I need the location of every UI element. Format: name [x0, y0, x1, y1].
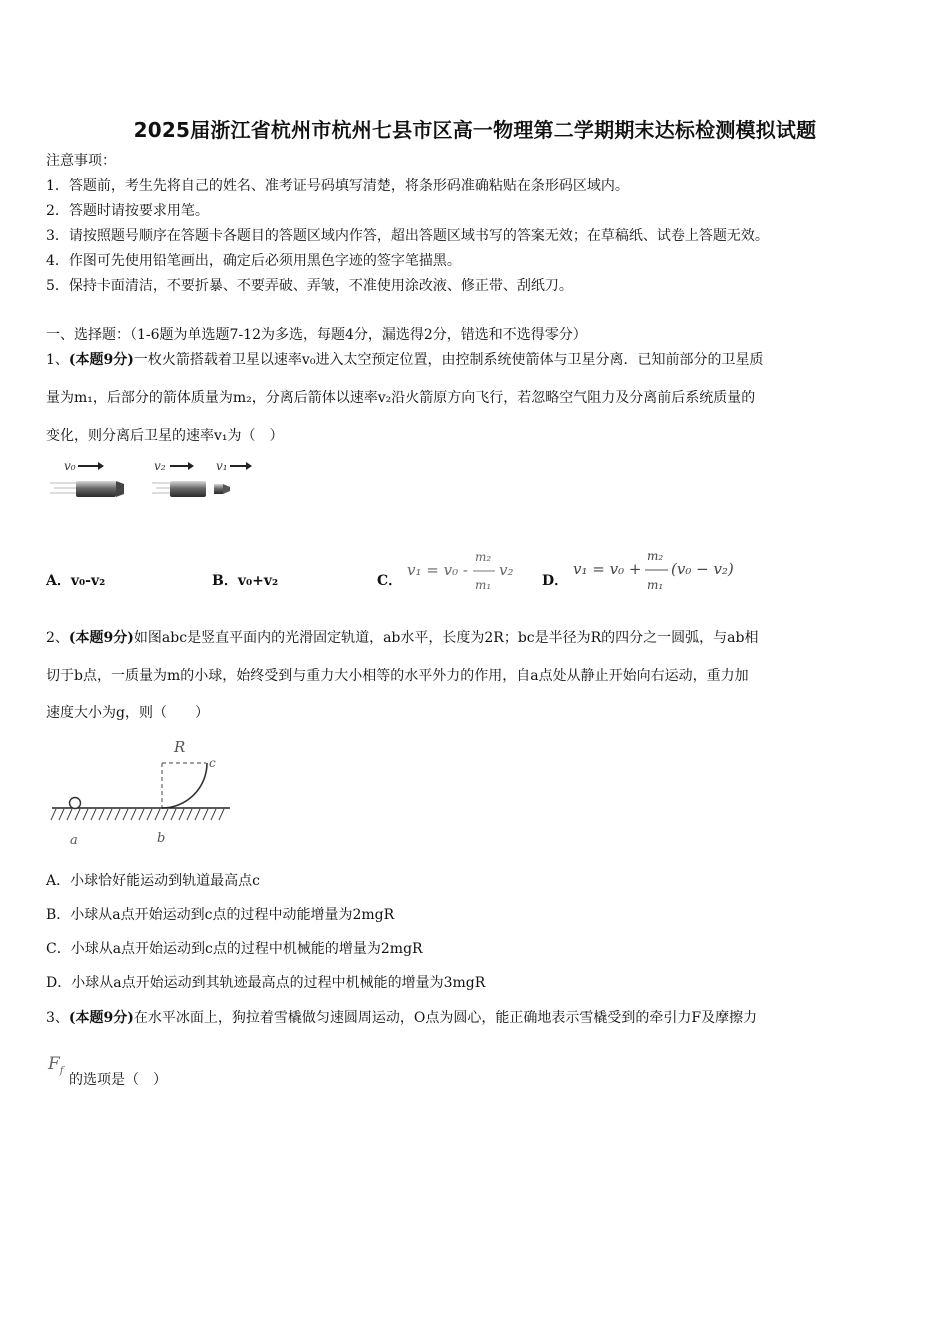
track-figure — [46, 732, 246, 850]
notice-item: 5．保持卡面清洁，不要折暴、不要弄破、弄皱，不准使用涂改液、修正带、刮纸刀。 — [46, 278, 573, 294]
option-b[interactable]: B．小球从a点开始运动到c点的过程中动能增量为2mgR — [46, 907, 395, 923]
question-text: 一枚火箭搭载着卫星以速率v₀进入太空预定位置，由控制系统使箭体与卫星分离．已知前部分的卫星质 — [133, 352, 764, 368]
question-text: 在水平冰面上，狗拉着雪橇做匀速圆周运动，O点为圆心，能正确地表示雪橇受到的牵引力F及摩擦力 — [133, 1010, 758, 1026]
rocket-before-icon — [50, 481, 124, 497]
ball-icon — [70, 798, 81, 809]
formula-denominator: m₁ — [647, 578, 664, 592]
notice-item: 2．答题时请按要求用笔。 — [46, 203, 209, 219]
option-label: B． — [212, 573, 238, 589]
option-b[interactable] — [212, 570, 278, 590]
formula-tail: (v₀ − v₂) — [671, 560, 734, 578]
question-points: (本题9分) — [68, 1010, 134, 1026]
question-3-line-2: 的选项是（ ） — [69, 1072, 167, 1088]
option-c[interactable] — [377, 570, 402, 590]
question-1-line-2: 量为m₁，后部分的箭体质量为m₂，分离后箭体以速率v₂沿火箭原方向飞行，若忽略空气阻力及分离前后系统质量的 — [46, 390, 756, 406]
formula-tail: v₂ — [499, 561, 514, 579]
question-points: (本题9分) — [68, 352, 134, 368]
formula-denominator: m₁ — [475, 578, 492, 592]
formula-lhs: v₁ = v₀ - — [407, 561, 468, 579]
formula-lhs: v₁ = v₀ + — [573, 560, 642, 578]
friction-symbol-sub: f — [59, 1065, 64, 1077]
option-label: A． — [46, 573, 71, 589]
rocket-separation-figure — [46, 455, 261, 510]
notice-heading: 注意事项： — [46, 153, 116, 169]
option-c[interactable]: C．小球从a点开始运动到c点的过程中机械能的增量为2mgR — [46, 941, 423, 957]
option-label: D． — [542, 573, 569, 589]
notice-item: 3．请按照题号顺序在答题卡各题目的答题区域内作答，超出答题区域书写的答案无效；在草稿纸、试卷上答题无效。 — [46, 228, 769, 244]
option-a[interactable] — [46, 570, 105, 590]
section-heading: 一、选择题：（1-6题为单选题7-12为多选，每题4分，漏选得2分，错选和不选得零分） — [46, 327, 587, 343]
option-d-formula — [571, 545, 746, 597]
notice-item: 1．答题前，考生先将自己的姓名、准考证号码填写清楚，将条形码准确粘贴在条形码区域内。 — [46, 178, 629, 194]
point-c-label: c — [209, 756, 216, 770]
arrow-icon — [170, 462, 194, 470]
option-text: v₀+v₂ — [237, 573, 279, 589]
option-a[interactable]: A．小球恰好能运动到轨道最高点c — [46, 873, 260, 889]
point-a-label: a — [70, 833, 78, 848]
point-b-label: b — [157, 831, 166, 846]
ground-hatch — [51, 809, 224, 820]
question-points: (本题9分) — [68, 630, 134, 646]
page-title: 2025届浙江省杭州市杭州七县市区高一物理第二学期期末达标检测模拟试题 — [133, 118, 817, 142]
question-2-line-1 — [46, 628, 758, 648]
friction-symbol — [48, 1054, 64, 1076]
arrow-icon — [230, 462, 252, 470]
question-2-line-2: 切于b点，一质量为m的小球，始终受到与重力大小相等的水平外力的作用，自a点处从静止开始向右运动，重力加 — [46, 668, 749, 684]
v1-label: v₁ — [216, 459, 228, 473]
option-label: C． — [377, 573, 403, 589]
question-number: 1、 — [46, 352, 69, 368]
formula-numerator: m₂ — [475, 550, 492, 564]
formula-numerator: m₂ — [647, 549, 664, 563]
option-text: v₀-v₂ — [70, 573, 106, 589]
question-2-line-3: 速度大小为g，则（ ） — [46, 705, 209, 721]
v0-label: v₀ — [64, 459, 76, 473]
question-3-line-1 — [46, 1008, 757, 1028]
rocket-after-icon — [152, 481, 230, 497]
notice-item: 4．作图可先使用铅笔画出，确定后必须用黑色字迹的签字笔描黑。 — [46, 253, 461, 269]
question-1-line-1 — [46, 350, 763, 370]
option-c-formula — [405, 547, 520, 597]
radius-label: R — [174, 738, 186, 756]
option-d[interactable]: D．小球从a点开始运动到其轨迹最高点的过程中机械能的增量为3mgR — [46, 975, 486, 991]
question-1-line-3: 变化，则分离后卫星的速率v₁为（ ） — [46, 428, 284, 444]
v2-label: v₂ — [154, 459, 166, 473]
question-number: 2、 — [46, 630, 69, 646]
friction-symbol-f: F — [48, 1054, 60, 1074]
question-text: 如图abc是竖直平面内的光滑固定轨道，ab水平，长度为2R；bc是半径为R的四分之一圆弧，与ab相 — [133, 630, 759, 646]
arrow-icon — [78, 462, 104, 470]
question-number: 3、 — [46, 1010, 69, 1026]
option-d[interactable] — [542, 570, 568, 590]
